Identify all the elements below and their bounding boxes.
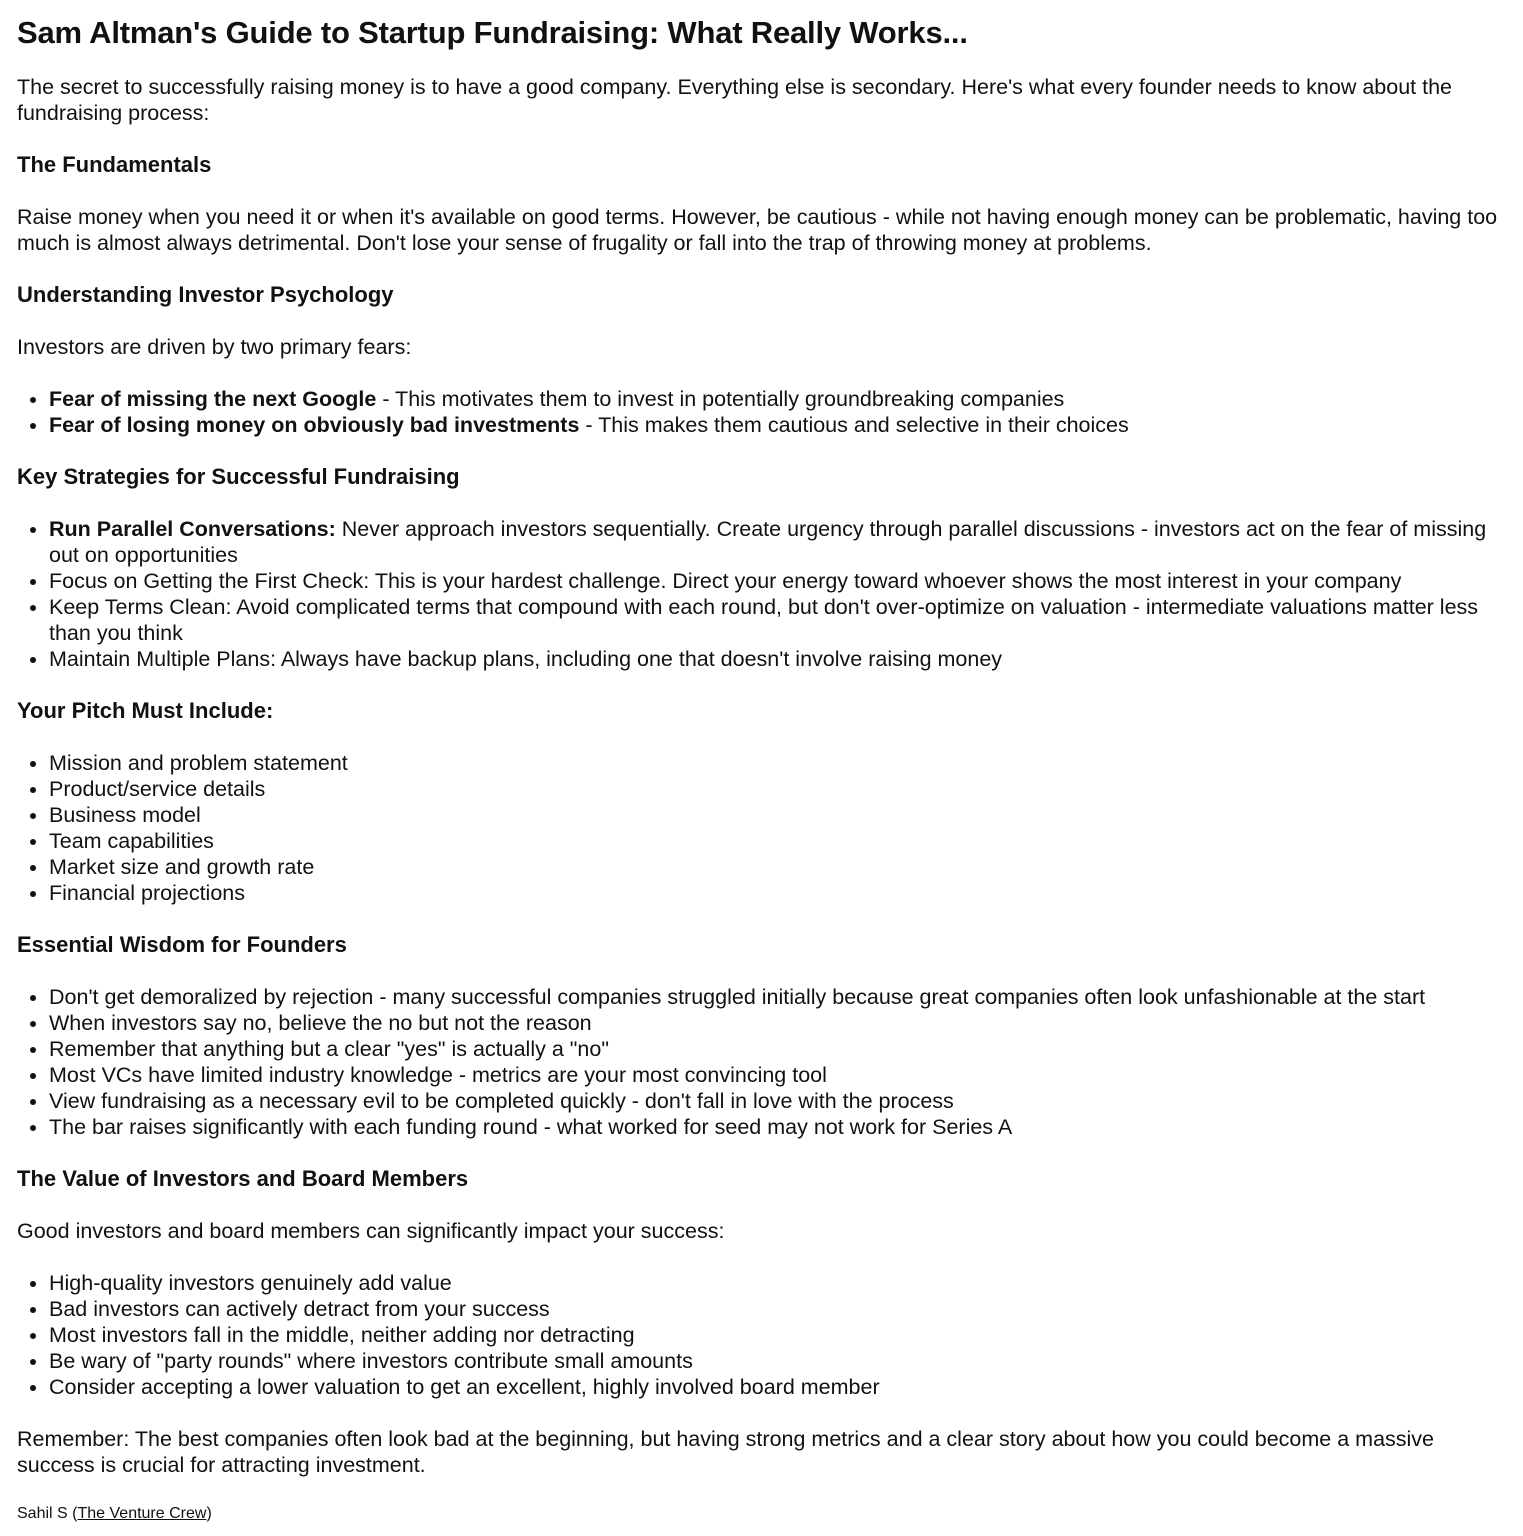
list-item-text: Maintain Multiple Plans: Always have backup plans, including one that doesn't involve raising money [49, 647, 1003, 672]
value-list [17, 1270, 1503, 1400]
footer-close-paren: ) [206, 1505, 212, 1523]
venture-crew-link[interactable]: The Venture Crew [77, 1505, 207, 1523]
author-footer [17, 1504, 1503, 1524]
fundamentals-paragraph: Raise money when you need it or when it's available on good terms. However, be cautious - while not having enough money can be problematic, having too much is almost always detrimental. Don't lose your sense of frugality or fall into the trap of throwing money at problems. [17, 205, 1498, 256]
list-item-bold: Run Parallel Conversations: [49, 517, 336, 542]
list-item: • Be wary of "party rounds" where investors contribute small amounts [49, 1348, 1503, 1374]
list-item: • Mission and problem statement [49, 750, 1503, 776]
list-item: • View fundraising as a necessary evil to be completed quickly - don't fall in love with the process [49, 1088, 1503, 1114]
list-item-text: - This makes them cautious and selective in their choices [579, 413, 1129, 438]
list-item-bold: Fear of losing money on obviously bad investments [49, 413, 580, 438]
closing-paragraph: Remember: The best companies often look bad at the beginning, but having strong metrics and a clear story about how you could become a massive success is crucial for attracting investment. [17, 1427, 1435, 1478]
value-lead: Good investors and board members can significantly impact your success: [17, 1219, 725, 1244]
page-title: Sam Altman's Guide to Startup Fundraising: What Really Works... [17, 15, 968, 50]
intro-paragraph: The secret to successfully raising money is to have a good company. Everything else is secondary. Here's what every founder needs to know about the fundraising process: [17, 75, 1453, 126]
section-heading-value: The Value of Investors and Board Members [17, 1166, 469, 1192]
list-item [49, 568, 1503, 594]
author-name: Sahil S [17, 1505, 68, 1523]
list-item: • Business model [49, 802, 1503, 828]
section-heading-pitch: Your Pitch Must Include: [17, 698, 274, 724]
footer-open-paren: ( [67, 1505, 78, 1523]
strategies-list [17, 516, 1503, 672]
list-item: • Most VCs have limited industry knowledge - metrics are your most convincing tool [49, 1062, 1503, 1088]
psychology-list [17, 386, 1503, 438]
wisdom-list [17, 984, 1503, 1140]
section-heading-wisdom: Essential Wisdom for Founders [17, 932, 347, 958]
list-item: • When investors say no, believe the no but not the reason [49, 1010, 1503, 1036]
psychology-lead: Investors are driven by two primary fears: [17, 335, 412, 360]
list-item: • Bad investors can actively detract from your success [49, 1296, 1503, 1322]
list-item [49, 412, 1503, 438]
list-item [49, 516, 1503, 568]
list-item-text: Focus on Getting the First Check: This is your hardest challenge. Direct your energy toward whoever shows the most interest in your company [49, 569, 1402, 594]
list-item: • Consider accepting a lower valuation to get an excellent, highly involved board member [49, 1374, 1503, 1400]
list-item: • Team capabilities [49, 828, 1503, 854]
list-item [49, 386, 1503, 412]
list-item-bold: Fear of missing the next Google [49, 387, 377, 412]
list-item: • Don't get demoralized by rejection - many successful companies struggled initially because great companies often look unfashionable at the start [49, 984, 1503, 1010]
list-item-text: - This motivates them to invest in potentially groundbreaking companies [376, 387, 1065, 412]
list-item-text: Never approach investors sequentially. Create urgency through parallel discussions - investors act on the fear of missing out on opportunities [49, 517, 1487, 568]
list-item: • Most investors fall in the middle, neither adding nor detracting [49, 1322, 1503, 1348]
list-item-text: Keep Terms Clean: Avoid complicated terms that compound with each round, but don't over-optimize on valuation - intermediate valuations matter less than you think [49, 595, 1479, 646]
pitch-list [17, 750, 1503, 906]
list-item [49, 646, 1503, 672]
list-item: • Remember that anything but a clear "yes" is actually a "no" [49, 1036, 1503, 1062]
section-heading-psychology: Understanding Investor Psychology [17, 282, 394, 308]
list-item [49, 594, 1503, 646]
list-item: • The bar raises significantly with each funding round - what worked for seed may not work for Series A [49, 1114, 1503, 1140]
section-heading-fundamentals: The Fundamentals [17, 152, 212, 178]
list-item: • Market size and growth rate [49, 854, 1503, 880]
section-heading-strategies: Key Strategies for Successful Fundraising [17, 464, 460, 490]
list-item: • Financial projections [49, 880, 1503, 906]
list-item: • High-quality investors genuinely add value [49, 1270, 1503, 1296]
list-item: • Product/service details [49, 776, 1503, 802]
